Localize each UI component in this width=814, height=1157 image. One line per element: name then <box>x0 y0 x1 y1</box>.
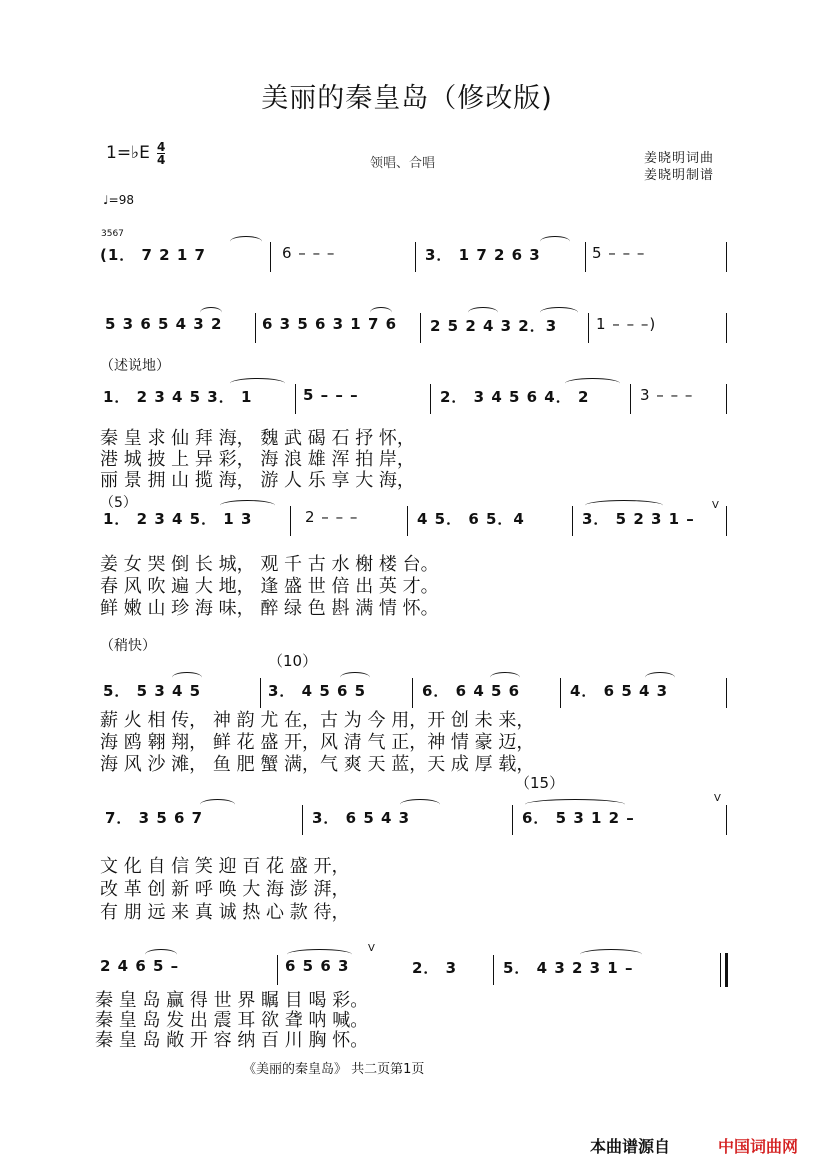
arranger-credit: 姜晓明制谱 <box>643 168 714 183</box>
measure: (1． 7 2 1 7 <box>100 246 206 264</box>
measure: 2 4 6 5 – <box>100 957 180 975</box>
tie-mark <box>540 236 570 247</box>
tie-mark <box>200 799 235 810</box>
bar-line <box>277 955 278 985</box>
page-title: 美丽的秦皇岛（修改版) <box>261 83 553 114</box>
bar-line <box>726 678 727 708</box>
lyric-line: 鲜 嫩 山 珍 海 味， 醉 绿 色 斟 满 情 怀。 <box>100 598 439 619</box>
tie-mark <box>540 307 578 318</box>
bar-line <box>412 678 413 708</box>
source-label: 本曲谱源自 <box>590 1137 671 1156</box>
score-row-4 <box>100 496 728 548</box>
bar-line <box>290 506 291 536</box>
bar-line <box>430 384 431 414</box>
bar-line <box>260 678 261 708</box>
tie-mark <box>490 672 520 683</box>
measure: 4 5． 6 5．4 <box>417 510 525 528</box>
bar-line <box>302 805 303 835</box>
key-signature: 1=♭E <box>106 143 150 163</box>
measure: 5． 5 3 4 5 <box>103 682 202 700</box>
bar-line <box>726 384 727 414</box>
lyric-line: 港 城 披 上 异 彩， 海 浪 雄 浑 拍 岸， <box>100 449 415 470</box>
measure: 1 – – –) <box>596 315 657 333</box>
tie-mark <box>230 236 262 247</box>
breath-mark: V <box>714 793 721 804</box>
measure: 3． 6 5 4 3 <box>312 809 411 827</box>
bar-line <box>585 242 586 272</box>
time-top: 4 <box>157 140 166 154</box>
measure: 5． 4 3 2 3 1 – <box>503 959 634 977</box>
bar-line <box>726 805 727 835</box>
measure: 6． 5 3 1 2 – <box>522 809 635 827</box>
breath-mark: V <box>368 943 375 954</box>
tie-mark <box>585 500 663 511</box>
tie-mark <box>230 378 285 389</box>
measure: 6． 6 4 5 6 <box>422 682 521 700</box>
voice-label: 领唱、合唱 <box>370 156 436 171</box>
tie-mark <box>370 307 392 318</box>
measure: 1． 2 3 4 5 3． 1 <box>103 388 253 406</box>
time-signature <box>157 141 165 166</box>
measure: 1． 2 3 4 5． 1 3 <box>103 510 253 528</box>
grace-notes: 3567 <box>101 229 124 239</box>
time-bottom: 4 <box>157 153 166 167</box>
source-link[interactable]: 中国词曲网 <box>718 1137 799 1156</box>
tie-mark <box>400 799 440 810</box>
bar-line <box>493 955 494 985</box>
tie-mark <box>525 799 625 810</box>
lyric-line: 姜 女 哭 倒 长 城， 观 千 古 水 榭 楼 台。 <box>100 554 439 575</box>
bar-line <box>512 805 513 835</box>
bar-line <box>255 313 256 343</box>
lyric-line: 秦 皇 岛 赢 得 世 界 瞩 目 喝 彩。 <box>95 990 369 1011</box>
tie-mark <box>565 378 620 389</box>
bar-line <box>270 242 271 272</box>
bar-number: （15） <box>515 774 565 792</box>
measure: 6 5 6 3 <box>285 957 350 975</box>
measure: 5 3 6 5 4 3 2 <box>105 315 223 333</box>
bar-line <box>726 313 727 343</box>
bar-line <box>407 506 408 536</box>
bar-line <box>420 313 421 343</box>
score-row-2 <box>100 303 728 355</box>
measure: 5 – – – <box>592 244 646 262</box>
tie-mark <box>645 672 675 683</box>
bar-line <box>560 678 561 708</box>
tempo-mark: ♩=98 <box>103 193 134 207</box>
tie-mark <box>200 307 222 318</box>
lyric-line: 海 风 沙 滩， 鱼 肥 蟹 满，气 爽 天 蓝，天 成 厚 载， <box>100 754 535 775</box>
lyric-line: 秦 皇 岛 敞 开 容 纳 百 川 胸 怀。 <box>95 1030 369 1051</box>
lyric-line: 薪 火 相 传， 神 韵 尤 在，古 为 今 用，开 创 未 来， <box>100 710 535 731</box>
measure: 7． 3 5 6 7 <box>105 809 204 827</box>
bar-number: （5） <box>100 495 137 511</box>
tie-mark <box>145 949 177 960</box>
measure: 6 – – – <box>282 244 336 262</box>
final-bar-line <box>720 953 728 987</box>
tie-mark <box>220 500 275 511</box>
lyric-line: 秦 皇 求 仙 拜 海， 魏 武 碣 石 抒 怀， <box>100 428 415 449</box>
bar-line <box>588 313 589 343</box>
page-footer: 《美丽的秦皇岛》 共二页第1页 <box>243 1062 425 1077</box>
lyric-line: 秦 皇 岛 发 出 震 耳 欲 聋 呐 喊。 <box>95 1010 369 1031</box>
bar-line <box>295 384 296 414</box>
score-row-6 <box>100 795 728 847</box>
tie-mark <box>172 672 202 683</box>
measure: 2 5 2 4 3 2．3 <box>430 317 558 335</box>
lyric-line: 改 革 创 新 呼 唤 大 海 澎 湃， <box>100 879 350 900</box>
lyric-line: 文 化 自 信 笑 迎 百 花 盛 开， <box>100 856 350 877</box>
measure: 4． 6 5 4 3 <box>570 682 669 700</box>
tie-mark <box>580 949 642 960</box>
bar-line <box>726 506 727 536</box>
measure: 2 – – – <box>305 508 359 526</box>
bar-line <box>415 242 416 272</box>
measure: 3． 5 2 3 1 – <box>582 510 695 528</box>
score-row-3 <box>100 374 728 426</box>
bar-line <box>726 242 727 272</box>
measure: 2． 3 <box>412 959 458 977</box>
expression-mark: （稍快） <box>100 638 156 654</box>
bar-line <box>630 384 631 414</box>
measure: 5 – – – <box>303 386 359 404</box>
breath-mark: V <box>712 500 719 511</box>
lyricist-credit: 姜晓明词曲 <box>643 151 714 166</box>
tie-mark <box>340 672 370 683</box>
tie-mark <box>287 949 352 960</box>
measure: 3 – – – <box>640 386 694 404</box>
measure: 3． 1 7 2 6 3 <box>425 246 541 264</box>
measure: 6 3 5 6 3 1 7 6 <box>262 315 398 333</box>
lyric-line: 春 风 吹 遍 大 地， 逢 盛 世 倍 出 英 才。 <box>100 576 439 597</box>
bar-line <box>572 506 573 536</box>
measure: 3． 4 5 6 5 <box>268 682 367 700</box>
lyric-line: 海 鸥 翱 翔， 鲜 花 盛 开，风 清 气 正，神 情 豪 迈， <box>100 732 535 753</box>
measure: 2． 3 4 5 6 4． 2 <box>440 388 590 406</box>
lyric-line: 丽 景 拥 山 揽 海， 游 人 乐 享 大 海， <box>100 470 415 491</box>
expression-mark: （述说地） <box>100 358 170 374</box>
score-row-1 <box>100 232 728 284</box>
tie-mark <box>468 307 498 318</box>
bar-number: （10） <box>268 652 318 670</box>
lyric-line: 有 朋 远 来 真 诚 热 心 款 待， <box>100 902 350 923</box>
